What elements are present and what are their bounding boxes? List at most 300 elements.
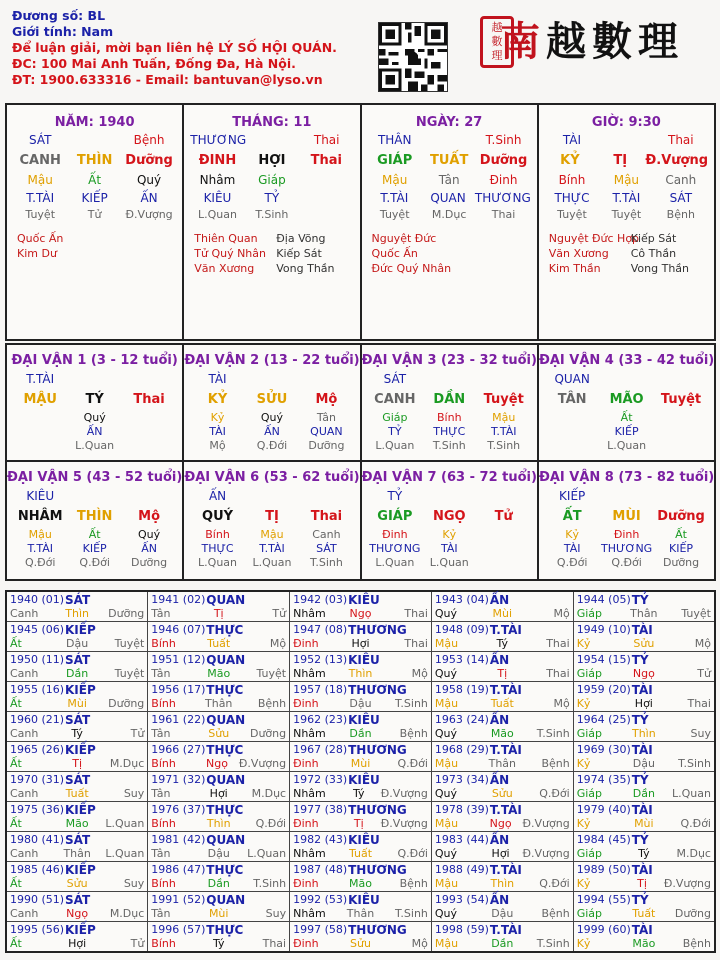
year-god: TỶ (631, 593, 649, 607)
year-cell-inner (148, 682, 289, 711)
dai-van-god-row-cell: T.TÀI (259, 541, 285, 555)
brand-glyph: 越 (546, 18, 592, 65)
pillar-top-row (190, 131, 353, 149)
year-cell (148, 892, 290, 922)
year-branch: Thân (630, 607, 658, 620)
dai-van-hidden-row-cell: Đinh (613, 527, 640, 541)
year-cell (148, 832, 290, 862)
year-branch: Tuất (65, 787, 89, 800)
year-label: 1965 (26) (10, 743, 65, 756)
year-stem: Bính (151, 757, 176, 770)
year-stage: Tử (130, 727, 145, 740)
year-cell-inner (148, 892, 289, 921)
year-stage: Đ.Vượng (522, 847, 570, 860)
year-stem: Kỷ (576, 757, 591, 770)
pillar-god-row-cell: TỶ (264, 191, 280, 205)
year-can-chi (577, 817, 711, 830)
year-stage: Q.Đới (255, 817, 287, 830)
dai-van-title: ĐẠI VẬN 3 (23 - 32 tuổi) (361, 353, 537, 368)
year-cell (431, 922, 573, 953)
dai-van-stage-row (368, 555, 531, 569)
year-can-chi (10, 637, 144, 650)
year-god: TÀI (631, 803, 653, 817)
dai-van-title: ĐẠI VẬN 6 (53 - 62 tuổi) (184, 470, 360, 485)
dai-van-can-chi-row-cell: KỶ (207, 391, 228, 407)
pillar-god-row-cell: ẤN (140, 191, 158, 205)
year-god: TỶ (631, 713, 649, 727)
year-cell (431, 622, 573, 652)
pillar-column (362, 105, 539, 339)
year-stem: Giáp (576, 847, 602, 860)
pillar-hidden-stem-row (545, 171, 708, 189)
year-god: TÀI (631, 743, 653, 757)
dai-van-god-row (13, 541, 176, 555)
year-cell (573, 742, 715, 772)
year-god: T.TÀI (489, 743, 522, 757)
four-pillars-panel (5, 103, 716, 341)
year-cell (573, 832, 715, 862)
year-cell-inner (432, 592, 573, 621)
year-cell-inner (148, 832, 289, 861)
year-can-chi (10, 667, 144, 680)
dai-van-stage-row-cell: L.Quan (375, 555, 415, 569)
year-cell-inner (7, 622, 147, 651)
pillar-column (7, 105, 184, 339)
year-label: 1955 (16) (10, 683, 65, 696)
dai-van-top-row (545, 487, 708, 505)
pillar-god-row-cell: SÁT (669, 191, 693, 205)
pillar-hidden-stem-row-cell: Canh (665, 173, 697, 187)
year-cell (431, 892, 573, 922)
pillar-title: NĂM: 1940 (54, 115, 135, 130)
year-label: 1989 (50) (576, 863, 631, 876)
dai-van-can-chi-row-cell: Tử (494, 508, 513, 524)
dai-van-hidden-row-cell: Quý (260, 410, 284, 424)
year-row (6, 802, 715, 832)
pillar-column (184, 105, 361, 339)
year-cell (431, 591, 573, 622)
year-god: T.TÀI (489, 923, 522, 937)
star-left: Tử Quý Nhân (194, 247, 266, 260)
star-left: Thiên Quan (194, 232, 258, 245)
year-stem: Ất (10, 877, 22, 890)
year-can-chi (577, 667, 711, 680)
year-cell (431, 652, 573, 682)
year-can-chi (293, 847, 428, 860)
pillar-god-row (190, 189, 353, 207)
year-branch: Dậu (349, 697, 372, 710)
year-branch: Mão (349, 877, 372, 890)
year-label: 1976 (37) (151, 803, 206, 816)
year-god: THỰC (206, 683, 244, 697)
year-branch: Mão (490, 727, 514, 740)
brand-glyph: 數 (592, 18, 638, 65)
owner-name: Đương số: BL (12, 8, 106, 23)
year-god: KIÊU (348, 593, 380, 607)
year-stage: Mộ (553, 697, 570, 710)
year-can-chi (435, 787, 570, 800)
year-stage: T.Sinh (253, 877, 287, 890)
year-label: 1970 (31) (10, 773, 65, 786)
year-stem: Bính (151, 697, 176, 710)
year-branch: Dậu (491, 907, 514, 920)
pillar-god-row (13, 189, 176, 207)
year-branch: Thìn (348, 667, 373, 680)
dai-van-god-row-cell: THỰC (433, 424, 466, 438)
star-left: Quốc Ấn (17, 232, 64, 245)
year-cell-inner (7, 592, 147, 621)
year-branch: Tuất (490, 697, 514, 710)
year-label: 1980 (41) (10, 833, 65, 846)
year-stage: T.Sinh (536, 727, 570, 740)
pillar-hidden-stem-row-cell: Bính (558, 173, 586, 187)
dai-van-can-chi-row-cell: THÌN (76, 508, 113, 524)
dai-van-stage-row (545, 555, 708, 569)
dai-van-god-row-cell: THƯƠNG (600, 541, 653, 555)
year-stage: Tử (130, 937, 145, 950)
year-can-chi (435, 817, 570, 830)
year-cell (148, 922, 290, 953)
pillar-title: THÁNG: 11 (232, 115, 312, 130)
year-branch: Dậu (207, 847, 230, 860)
dai-van-can-chi-row-cell: NHÂM (17, 508, 63, 524)
dai-van-top-row (190, 370, 353, 388)
dai-van-hidden-row-cell: Quý (138, 527, 161, 541)
pillar-stage-row-cell: Bệnh (666, 207, 695, 221)
year-label: 1944 (05) (576, 593, 631, 606)
dai-van-can-chi-row-cell: Tuyệt (660, 391, 702, 407)
year-god: ẤN (489, 893, 510, 907)
pillar-title: NGÀY: 27 (415, 115, 483, 130)
year-cell (431, 772, 573, 802)
dai-van-top-row (190, 487, 353, 505)
year-cell (431, 712, 573, 742)
year-label: 1998 (59) (434, 923, 489, 936)
year-stem: Bính (151, 877, 176, 890)
dai-van-cell (7, 462, 184, 579)
year-cell (290, 772, 432, 802)
address-line: ĐC: 100 Mai Anh Tuấn, Đống Đa, Hà Nội. (12, 56, 296, 71)
star-left: Nguyệt Đức Hợp (548, 232, 640, 245)
pillar-hidden-stem-row-cell: Tân (438, 173, 460, 187)
year-god: KIẾP (65, 683, 96, 697)
pillar-can-chi-row-cell: ĐINH (198, 152, 237, 168)
year-god: THƯƠNG (348, 923, 407, 937)
pillar-can-chi-row (190, 149, 353, 171)
year-stage: Đ.Vượng (238, 757, 287, 770)
pillar-top-row-cell: Bệnh (133, 133, 165, 147)
dai-van-can-chi-row-cell: TÝ (85, 391, 104, 407)
year-stem: Mậu (434, 757, 459, 770)
year-stage: Tuyệt (114, 637, 145, 650)
dai-van-god-row (545, 541, 708, 555)
year-cell-inner (7, 772, 147, 801)
year-cell (431, 832, 573, 862)
pillar-can-chi-row (13, 149, 176, 171)
year-can-chi (293, 727, 428, 740)
dai-van-hidden-row-cell: Ất (620, 410, 633, 424)
year-stem: Đinh (293, 697, 319, 710)
year-god: THỰC (206, 803, 244, 817)
year-branch: Dần (207, 877, 230, 890)
year-cell (431, 802, 573, 832)
year-can-chi (10, 697, 144, 710)
year-can-chi (10, 757, 144, 770)
year-branch: Tuất (207, 637, 231, 650)
year-label: 1986 (47) (151, 863, 206, 876)
year-stem: Ất (10, 757, 22, 770)
dai-van-god-row-cell: THƯƠNG (369, 541, 421, 555)
year-god: KIẾP (65, 743, 96, 757)
year-cell-inner (290, 592, 431, 621)
year-label: 1958 (19) (434, 683, 489, 696)
dai-van-god-row (190, 424, 353, 438)
year-god: TỶ (631, 653, 649, 667)
year-stem: Quý (434, 727, 458, 740)
year-god: TÀI (631, 923, 653, 937)
pillar-top-row-cell: T.Sinh (485, 133, 522, 147)
year-god: T.TÀI (489, 803, 522, 817)
pillar-can-chi-row-cell: THÌN (76, 152, 113, 168)
year-cell-inner (432, 652, 573, 681)
year-can-chi (435, 757, 570, 770)
year-cell-inner (574, 592, 714, 621)
year-label: 1962 (23) (293, 713, 348, 726)
year-cell-inner (290, 862, 431, 891)
year-god: THỰC (206, 743, 244, 757)
year-cell-inner (574, 682, 714, 711)
pillar-stage-row-cell: L.Quan (197, 207, 237, 221)
year-stem: Kỷ (576, 697, 591, 710)
dai-van-title: ĐẠI VẬN 5 (43 - 52 tuổi) (7, 470, 183, 485)
dai-van-title: ĐẠI VẬN 1 (3 - 12 tuổi) (11, 353, 178, 368)
year-stage: Tuyệt (114, 667, 145, 680)
dai-van-cell (184, 345, 361, 462)
year-god: SÁT (65, 713, 91, 727)
year-god: KIẾP (65, 923, 96, 937)
year-cell (290, 712, 432, 742)
year-cell (6, 622, 148, 652)
year-row (6, 652, 715, 682)
dai-van-stage-row (368, 438, 531, 452)
pillar-can-chi-row-cell: Dưỡng (125, 152, 173, 168)
year-cell (290, 922, 432, 953)
year-branch: Tý (353, 787, 365, 800)
year-cell-inner (7, 802, 147, 831)
year-stage: Đ.Vượng (380, 817, 428, 830)
year-stage: M.Dục (251, 787, 287, 800)
year-branch: Mùi (492, 607, 513, 620)
dai-van-stage-row-cell: Q.Đới (24, 555, 56, 569)
year-branch: Ngọ (66, 907, 89, 920)
year-cell-inner (7, 742, 147, 771)
year-can-chi (435, 727, 570, 740)
year-branch: Mão (632, 937, 656, 950)
year-stage: Dưỡng (108, 697, 145, 710)
year-god: SÁT (65, 833, 91, 847)
year-row (6, 682, 715, 712)
year-stage: M.Dục (676, 847, 711, 860)
year-cell-inner (7, 682, 147, 711)
year-stage: Đ.Vượng (522, 817, 570, 830)
year-can-chi (151, 667, 286, 680)
year-branch: Dậu (66, 637, 89, 650)
year-can-chi (151, 907, 286, 920)
year-stem: Quý (434, 847, 458, 860)
pillar-god-row-cell: T.TÀI (380, 191, 409, 205)
year-label: 1956 (17) (151, 683, 206, 696)
dai-van-cell (539, 345, 714, 462)
year-branch: Hợi (209, 787, 228, 800)
qr-code-icon (378, 22, 448, 92)
year-label: 1979 (40) (576, 803, 631, 816)
year-stage: Thai (404, 607, 428, 620)
dai-van-can-chi-row-cell: GIÁP (377, 508, 413, 524)
header (0, 0, 720, 100)
dai-van-hidden-row (368, 410, 531, 424)
year-branch: Mùi (208, 907, 229, 920)
year-cell (148, 862, 290, 892)
year-branch: Dần (491, 937, 514, 950)
year-god: ẤN (489, 653, 510, 667)
pillar-top-row-cell: TÀI (562, 133, 582, 147)
year-can-chi (151, 697, 286, 710)
year-cell (148, 742, 290, 772)
year-branch: Sửu (208, 727, 230, 740)
year-cell (148, 802, 290, 832)
year-stage: Bệnh (399, 727, 428, 740)
dai-van-god-row-cell: TỶ (388, 424, 402, 438)
dai-van-god-row-cell: T.TÀI (490, 424, 517, 438)
pillar-can-chi-row-cell: Dưỡng (479, 152, 528, 168)
dai-van-stage-row (545, 438, 708, 452)
year-cell-inner (432, 682, 573, 711)
year-branch: Thân (63, 847, 91, 860)
year-can-chi (151, 817, 286, 830)
pillar-god-row-cell: T.TÀI (612, 191, 641, 205)
year-branch: Tý (212, 937, 225, 950)
dai-van-can-chi-row-cell: Dưỡng (657, 508, 705, 524)
annual-luck-table (5, 590, 716, 953)
year-cell-inner (7, 862, 147, 891)
pillar-hidden-stem-row (368, 171, 531, 189)
year-label: 1960 (21) (10, 713, 65, 726)
dai-van-can-chi-row (13, 505, 176, 527)
year-label: 1990 (51) (10, 893, 65, 906)
star-left: Kim Thần (548, 262, 601, 275)
dai-van-can-chi-row (545, 505, 708, 527)
dai-van-stage-row-cell: Dưỡng (308, 438, 345, 452)
year-cell (290, 622, 432, 652)
year-can-chi (151, 937, 286, 950)
pillar-stage-row-cell: Tuyệt (379, 207, 410, 221)
year-branch: Tị (637, 877, 647, 890)
dai-van-hidden-row (13, 527, 176, 541)
year-branch: Thìn (206, 817, 231, 830)
year-god: SÁT (65, 593, 91, 607)
pillar-stage-row-cell: Thai (491, 207, 516, 221)
year-stem: Quý (434, 787, 458, 800)
year-label: 1996 (57) (151, 923, 206, 936)
star-left: Văn Xương (194, 262, 255, 275)
year-cell (6, 742, 148, 772)
year-can-chi (10, 607, 144, 620)
year-cell-inner (574, 802, 714, 831)
year-cell (148, 682, 290, 712)
dai-van-top-row (368, 487, 531, 505)
year-cell (431, 862, 573, 892)
year-cell (573, 772, 715, 802)
pillar-stage-row (545, 207, 708, 221)
year-god: TÀI (631, 683, 653, 697)
pillar-column (539, 105, 714, 339)
pillar-can-chi-row-cell: Thai (310, 152, 342, 168)
year-stem: Giáp (576, 727, 602, 740)
year-label: 1951 (12) (151, 653, 206, 666)
year-branch: Hợi (68, 937, 87, 950)
year-branch: Dần (66, 667, 89, 680)
year-cell (290, 742, 432, 772)
year-cell (6, 591, 148, 622)
star-right: Địa Võng (276, 232, 326, 245)
year-cell-inner (148, 742, 289, 771)
dai-van-can-chi-row-cell: CANH (374, 391, 416, 407)
dai-van-top-god: TÀI (208, 372, 227, 386)
year-cell (290, 862, 432, 892)
year-label: 1942 (03) (293, 593, 348, 606)
year-cell (6, 892, 148, 922)
year-god: QUAN (206, 893, 246, 907)
year-stem: Mậu (434, 937, 459, 950)
year-stage: Suy (123, 877, 145, 890)
year-cell (290, 652, 432, 682)
year-stage: L.Quan (105, 817, 145, 830)
year-branch: Dần (632, 787, 655, 800)
year-god: ẤN (489, 773, 510, 787)
dai-van-stage-row-cell: Mộ (209, 438, 226, 452)
year-cell-inner (574, 772, 714, 801)
pillar-stage-row-cell: Đ.Vượng (125, 207, 173, 221)
dai-van-hidden-row-cell: Ất (88, 527, 101, 541)
dai-van-god-row (545, 424, 708, 438)
star-left: Đức Quý Nhân (371, 262, 452, 275)
star-right: Vong Thần (630, 262, 690, 275)
dai-van-stage-row-cell: L.Quan (198, 555, 238, 569)
year-cell-inner (432, 922, 573, 951)
year-stem: Đinh (293, 877, 319, 890)
year-cell (6, 682, 148, 712)
year-stage: T.Sinh (395, 697, 428, 710)
year-branch: Thân (205, 697, 233, 710)
star-right: Kiếp Sát (630, 232, 677, 245)
year-stage: Dưỡng (108, 607, 145, 620)
year-can-chi (10, 847, 144, 860)
year-god: T.TÀI (489, 683, 522, 697)
dai-van-god-row-cell: ẤN (141, 541, 157, 555)
dai-van-hidden-row-cell: Mậu (260, 527, 284, 541)
year-stage: Mộ (411, 667, 428, 680)
year-god: SÁT (65, 653, 91, 667)
year-stem: Nhâm (293, 727, 326, 740)
dai-van-can-chi-row (13, 388, 176, 410)
year-cell (573, 892, 715, 922)
dai-van-can-chi-row-cell: MẬU (23, 391, 57, 407)
pillar-hidden-stem-row-cell: Mậu (27, 173, 53, 187)
year-can-chi (293, 877, 428, 890)
year-cell (573, 682, 715, 712)
pillar-can-chi-row-cell: HỢI (258, 152, 286, 168)
dai-van-can-chi-row-cell: NGỌ (432, 508, 466, 524)
